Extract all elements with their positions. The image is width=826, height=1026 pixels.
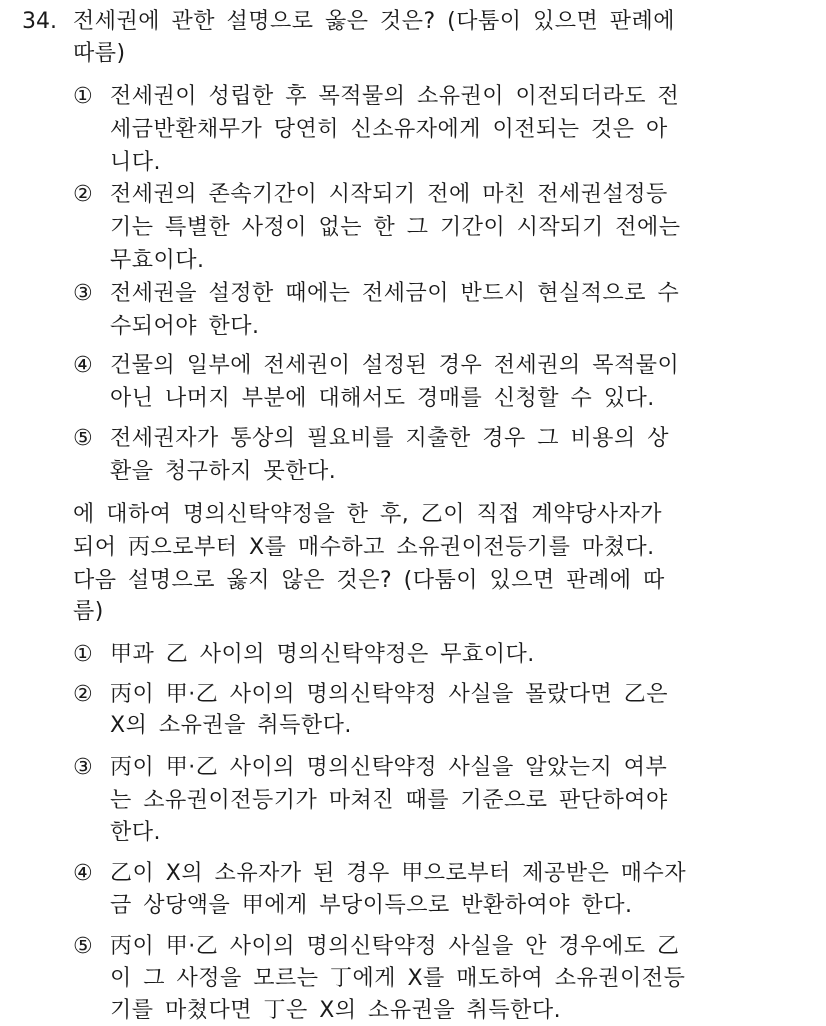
option-text-line: 니다. bbox=[110, 150, 161, 175]
option-text-line: 전세권자가 통상의 필요비를 지출한 경우 그 비용의 상 bbox=[110, 426, 669, 451]
option-marker: ④ bbox=[73, 353, 93, 378]
option-text-line: 전세권의 존속기간이 시작되기 전에 마친 전세권설정등 bbox=[110, 182, 668, 207]
option-text-line: 세금반환채무가 당연히 신소유자에게 이전되는 것은 아 bbox=[110, 117, 668, 142]
option-text-line: 丙이 甲·乙 사이의 명의신탁약정 사실을 안 경우에도 乙 bbox=[110, 934, 680, 959]
option-text-line: 전세권이 성립한 후 목적물의 소유권이 이전되더라도 전 bbox=[110, 84, 680, 109]
question-stem-line: 다음 설명으로 옳지 않은 것은? (다툼이 있으면 판례에 따 bbox=[73, 568, 665, 593]
option-text-line: 무효이다. bbox=[110, 248, 205, 273]
option-text-line: 한다. bbox=[110, 820, 161, 845]
option-marker: ① bbox=[73, 84, 93, 109]
option-text-line: 는 소유권이전등기가 마쳐진 때를 기준으로 판단하여야 bbox=[110, 788, 668, 813]
option-text-line: 금 상당액을 甲에게 부당이득으로 반환하여야 한다. bbox=[110, 893, 633, 918]
question-stem-line: 되어 丙으로부터 X를 매수하고 소유권이전등기를 마쳤다. bbox=[73, 535, 655, 560]
option-text-line: 이 그 사정을 모르는 丁에게 X를 매도하여 소유권이전등 bbox=[110, 966, 686, 991]
option-marker: ⑤ bbox=[73, 934, 93, 959]
question-stem-line: 에 대하여 명의신탁약정을 한 후, 乙이 직접 계약당사자가 bbox=[73, 502, 662, 527]
option-marker: ③ bbox=[73, 755, 93, 780]
option-text-line: 건물의 일부에 전세권이 설정된 경우 전세권의 목적물이 bbox=[110, 353, 680, 378]
question-stem-line: 전세권에 관한 설명으로 옳은 것은? (다툼이 있으면 판례에 bbox=[73, 9, 676, 34]
option-text-line: X의 소유권을 취득한다. bbox=[110, 713, 352, 738]
option-marker: ① bbox=[73, 642, 93, 667]
option-text-line: 환을 청구하지 못한다. bbox=[110, 459, 337, 484]
option-marker: ⑤ bbox=[73, 426, 93, 451]
question-stem-line: 따름) bbox=[73, 41, 126, 66]
question-number: 34. bbox=[22, 9, 57, 34]
option-marker: ② bbox=[73, 682, 93, 707]
option-text-line: 甲과 乙 사이의 명의신탁약정은 무효이다. bbox=[110, 642, 535, 667]
option-marker: ② bbox=[73, 182, 93, 207]
option-text-line: 수되어야 한다. bbox=[110, 314, 260, 339]
option-text-line: 기는 특별한 사정이 없는 한 그 기간이 시작되기 전에는 bbox=[110, 215, 681, 240]
option-text-line: 아닌 나머지 부분에 대해서도 경매를 신청할 수 있다. bbox=[110, 386, 655, 411]
question-stem-line: 름) bbox=[73, 599, 104, 624]
option-text-line: 丙이 甲·乙 사이의 명의신탁약정 사실을 알았는지 여부 bbox=[110, 755, 668, 780]
option-text-line: 전세권을 설정한 때에는 전세금이 반드시 현실적으로 수 bbox=[110, 281, 680, 306]
option-text-line: 丙이 甲·乙 사이의 명의신탁약정 사실을 몰랐다면 乙은 bbox=[110, 682, 668, 707]
option-marker: ④ bbox=[73, 861, 93, 886]
option-marker: ③ bbox=[73, 281, 93, 306]
option-text-line: 기를 마쳤다면 丁은 X의 소유권을 취득한다. bbox=[110, 998, 562, 1023]
option-text-line: 乙이 X의 소유자가 된 경우 甲으로부터 제공받은 매수자 bbox=[110, 861, 687, 886]
